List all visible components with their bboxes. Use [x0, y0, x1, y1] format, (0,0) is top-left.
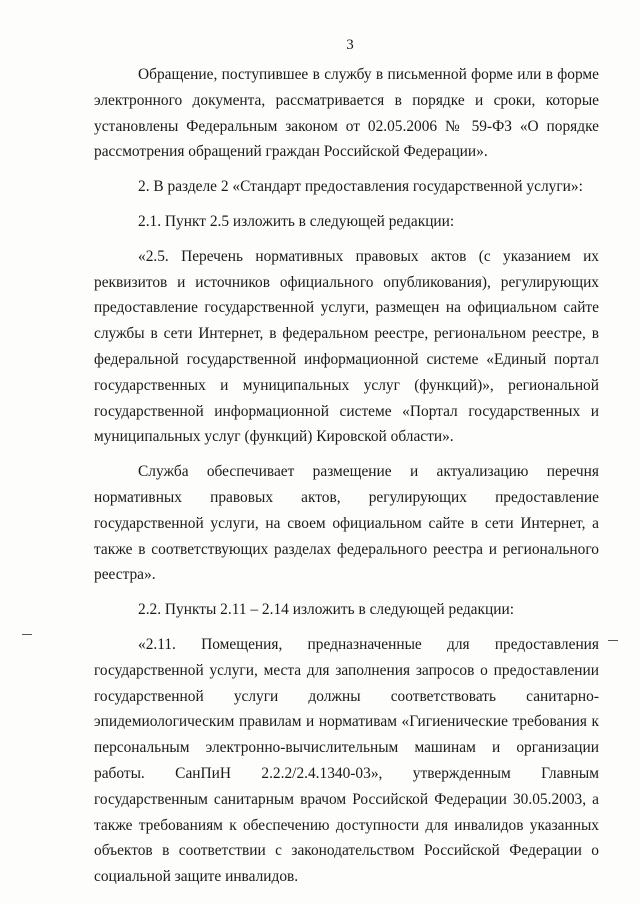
page-number: 3	[346, 37, 354, 53]
paragraph-appeal-procedure: Обращение, поступившее в службу в письменной форме или в форме электронного документа, рассматривается в порядке и сроки, которые установлены Федеральным законом от 02.05.2006 № 59-ФЗ «О порядке рассмотрения обращений граждан Российской Федерации».	[94, 66, 599, 161]
paragraph-service-obligations: Служба обеспечивает размещение и актуализацию перечня нормативных правовых актов, регулирующих предоставление государственной услуги, на своем официальном сайте в сети Интернет, а также в соответствующих разделах федерального реестра и регионального реестра».	[94, 463, 599, 584]
paragraph-clause-2-11: «2.11. Помещения, предназначенные для предоставления государственной услуги, места для заполнения запросов о предоставлении государственной услуги должны соответствовать санитарно-эпидемиологическим правилам и нормативам «Гигиенические требования к персональным электронно-вычислительным машинам и организации работы. СанПиН 2.2.2/2.4.1340-03», утвержденным Главным государственным санитарным врачом Российской Федерации 30.05.2003, а также требованиям к обеспечению доступности для инвалидов указанных объектов в соответствии с законодательством Российской Федерации о социальной защите инвалидов.	[94, 635, 599, 886]
scan-mark-left	[22, 634, 32, 635]
scan-mark-right	[608, 640, 618, 641]
paragraph-item-2-2: 2.2. Пункты 2.11 – 2.14 изложить в следующей редакции:	[138, 601, 514, 619]
paragraph-section-2-heading: 2. В разделе 2 «Стандарт предоставления государственной услуги»:	[138, 178, 583, 196]
paragraph-item-2-1: 2.1. Пункт 2.5 изложить в следующей редакции:	[138, 212, 455, 230]
document-body	[94, 62, 599, 890]
paragraph-clause-2-5: «2.5. Перечень нормативных правовых актов (с указанием их реквизитов и источников официального опубликования), регулирующих предоставление государственной услуги, размещен на официальном сайте службы в сети Интернет, в федеральном реестре, региональном реестре, в федеральной государственной информационной системе «Единый портал государственных и муниципальных услуг (функций)», региональной государственной информационной системе «Портал государственных и муниципальных услуг (функций) Кировской области».	[94, 247, 599, 446]
